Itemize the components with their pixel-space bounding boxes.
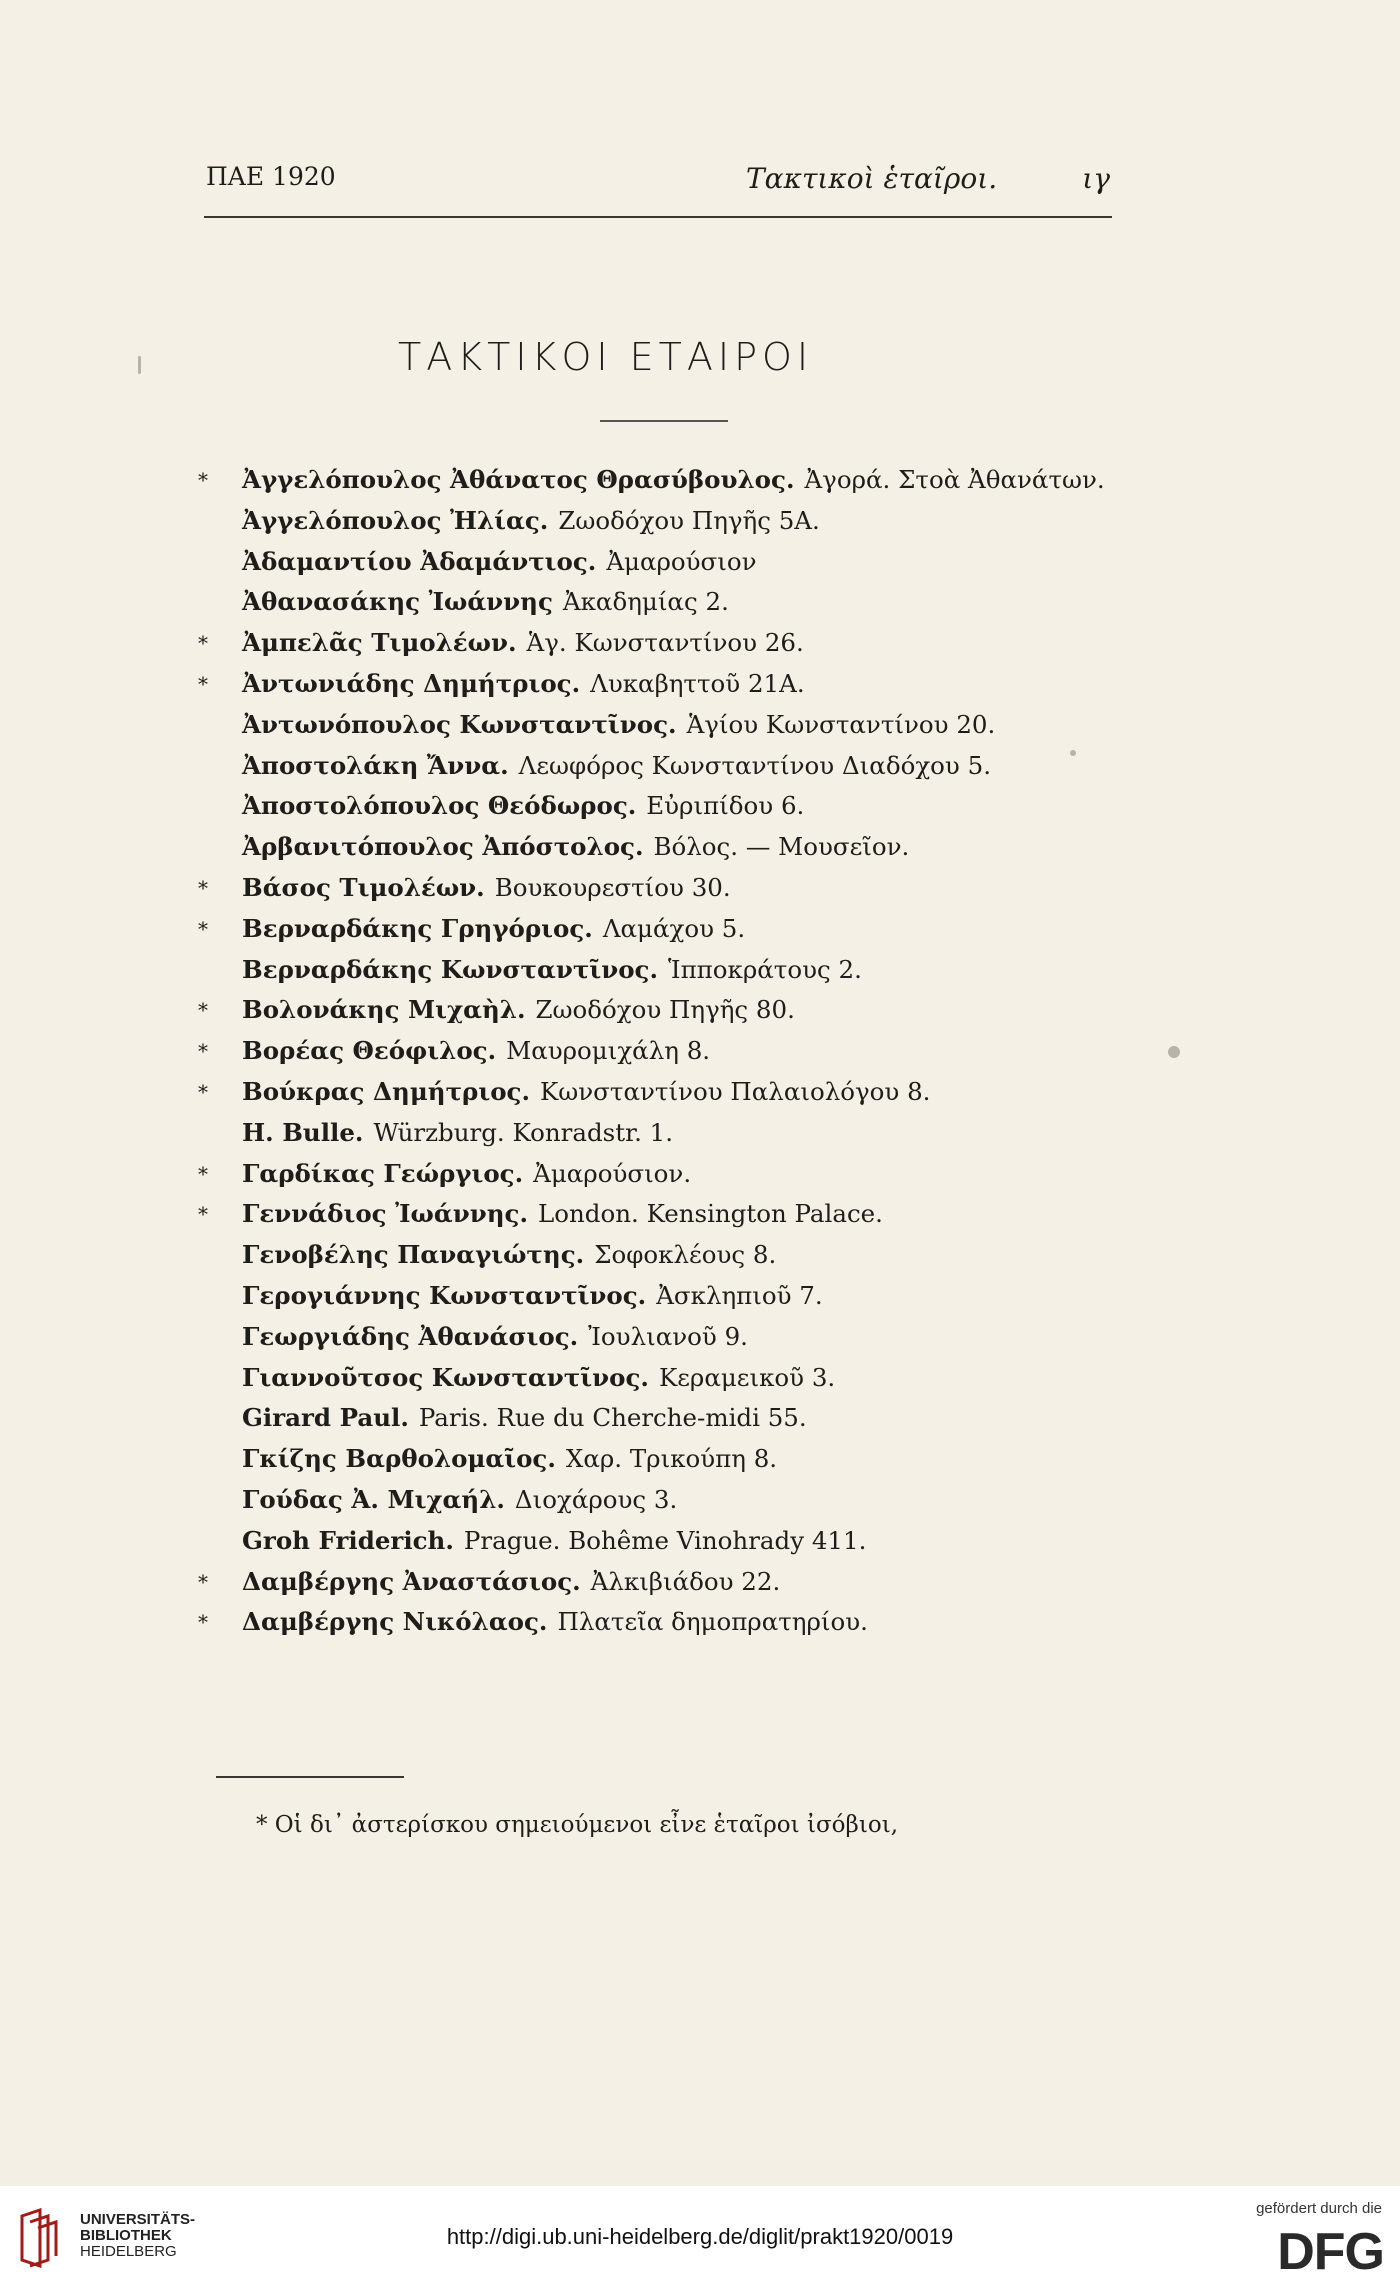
footnote: * Οἱ δι᾿ ἀστερίσκου σημειούμενοι εἶνε ἑταῖροι ἰσόβιοι, (256, 1812, 899, 1838)
life-member-asterisk: * (198, 998, 208, 1023)
member-name: H. Bulle. (242, 1117, 364, 1147)
life-member-asterisk: * (198, 916, 208, 941)
member-line (242, 1398, 807, 1438)
member-name: Ἀποστολάκη Ἄννα. (242, 750, 509, 780)
member-line (242, 1521, 866, 1561)
member-name: Ἀμπελᾶς Τιμολέων. (242, 628, 517, 658)
running-head-left: ΠΑΕ 1920 (206, 162, 336, 191)
member-name: Βερναρδάκης Γρηγόριος. (242, 913, 593, 943)
member-address: Ἀγορά. Στοὰ Ἀθανάτων. (804, 465, 1105, 494)
member-entry (198, 582, 1138, 623)
member-line (242, 1113, 673, 1153)
member-name: Γκίζης Βαρθολομαῖος. (242, 1444, 556, 1474)
member-line (242, 501, 820, 541)
member-address: Ἀμαρούσιον. (533, 1158, 692, 1188)
member-address: Μαυρομιχάλη 8. (506, 1036, 711, 1066)
member-entry (198, 746, 1138, 787)
member-address: Βόλος. — Μουσεῖον. (653, 832, 910, 862)
member-address: Σοφοκλέους 8. (594, 1240, 777, 1270)
member-line (242, 1480, 677, 1520)
member-address: Würzburg. Konradstr. 1. (373, 1117, 674, 1147)
dfg-logo: DFG (1277, 2223, 1384, 2281)
member-line (242, 746, 991, 786)
member-address: Ἁγ. Κωνσταντίνου 26. (526, 628, 804, 658)
member-address: Κωνσταντίνου Παλαιολόγου 8. (540, 1076, 931, 1106)
member-address: Ἱπποκράτους 2. (668, 954, 862, 984)
member-line (242, 909, 745, 949)
member-name: Γούδας Ἀ. Μιχαήλ. (242, 1484, 505, 1514)
member-entry (198, 1398, 1138, 1439)
member-name: Girard Paul. (242, 1403, 409, 1433)
member-address: Ἀλκιβιάδου 22. (590, 1566, 781, 1596)
member-entry (198, 664, 1138, 705)
member-address: Ἰουλιανοῦ 9. (588, 1321, 748, 1351)
source-url-link[interactable]: http://digi.ub.uni-heidelberg.de/diglit/prakt1920/0019 (446, 2224, 954, 2249)
life-member-asterisk: * (198, 1039, 208, 1064)
member-name: Βερναρδάκης Κωνσταντῖνος. (242, 954, 659, 984)
life-member-asterisk: * (198, 1161, 208, 1186)
member-line (242, 1276, 823, 1316)
member-line (242, 460, 1105, 500)
member-line (242, 664, 805, 704)
member-name: Ἀδαμαντίου Ἀδαμάντιος. (242, 546, 597, 576)
member-name: Ἀρβανιτόπουλος Ἀπόστολος. (242, 832, 644, 862)
page-number: ιγ (1082, 162, 1110, 195)
member-address: Λυκαβηττοῦ 21Α. (590, 668, 805, 698)
member-entry (198, 1317, 1138, 1358)
footnote-rule (216, 1776, 404, 1778)
member-entry (198, 1276, 1138, 1317)
member-address: Διοχάρους 3. (514, 1484, 678, 1514)
member-line (242, 1317, 748, 1357)
member-line (242, 1031, 710, 1071)
member-name: Groh Friderich. (242, 1525, 454, 1555)
member-address: Prague. Bohême Vinohrady 411. (463, 1525, 867, 1555)
member-line (242, 827, 909, 867)
header-rule (204, 216, 1112, 218)
member-name: Βούκρας Δημήτριος. (242, 1076, 530, 1106)
member-entry (198, 1031, 1138, 1072)
member-entry (198, 1562, 1138, 1603)
member-address: Λαμάχου 5. (602, 913, 746, 943)
member-line (242, 1562, 780, 1602)
member-entry (198, 623, 1138, 664)
member-name: Γαρδίκας Γεώργιος. (242, 1158, 524, 1188)
section-title-text: ΤΑΚΤΙΚΟΙ ΕΤΑΙΡΟΙ (398, 335, 814, 379)
page-speck (1070, 750, 1076, 756)
member-entry (198, 950, 1138, 991)
member-entry (198, 1521, 1138, 1562)
member-name: Ἀντωνιάδης Δημήτριος. (242, 668, 581, 698)
member-line (242, 1358, 835, 1398)
member-entry (198, 1194, 1138, 1235)
member-name: Γενοβέλης Παναγιώτης. (242, 1240, 585, 1270)
member-address: Ἀκαδημίας 2. (562, 587, 729, 617)
member-name: Γεωργιάδης Ἀθανάσιος. (242, 1321, 579, 1351)
member-address: Χαρ. Τρικούπη 8. (565, 1444, 778, 1474)
member-entry (198, 542, 1138, 583)
member-name: Βάσος Τιμολέων. (242, 872, 485, 902)
member-name: Ἀποστολόπουλος Θεόδωρος. (242, 791, 637, 821)
member-address: Βουκουρεστίου 30. (494, 872, 731, 902)
life-member-asterisk: * (198, 671, 208, 696)
member-entry (198, 1480, 1138, 1521)
life-member-asterisk: * (198, 468, 208, 492)
member-name: Βορέας Θεόφιλος. (242, 1036, 497, 1066)
member-line (242, 1072, 930, 1112)
member-entry (198, 1602, 1138, 1643)
member-name: Ἀθανασάκης Ἰωάννης (242, 587, 553, 617)
member-line (242, 1194, 883, 1234)
member-line (242, 1439, 777, 1479)
member-line (242, 990, 795, 1030)
member-address: Ἀσκληπιοῦ 7. (656, 1280, 823, 1310)
member-line (242, 786, 804, 826)
member-name: Γιαννοῦτσος Κωνσταντῖνος. (242, 1362, 649, 1392)
member-entry (198, 1358, 1138, 1399)
member-line (242, 582, 729, 622)
member-name: Ἀγγελόπουλος Ἀθάνατος Θρασύβουλος. (242, 465, 795, 494)
member-line (242, 1602, 868, 1642)
life-member-asterisk: * (198, 631, 208, 656)
member-entry (198, 1072, 1138, 1113)
member-address: London. Kensington Palace. (537, 1199, 883, 1229)
member-entry (198, 1235, 1138, 1276)
member-address: Ἀμαρούσιον (606, 546, 757, 576)
member-line (242, 1235, 776, 1275)
member-line (242, 705, 995, 745)
member-entry (198, 827, 1138, 868)
library-line-1: UNIVERSITÄTS- (80, 2211, 196, 2228)
member-line (242, 868, 731, 908)
running-head-title: Τακτικοὶ ἑταῖροι. (746, 162, 998, 195)
member-address: Paris. Rue du Cherche-midi 55. (418, 1403, 807, 1433)
member-line (242, 623, 804, 663)
funder-label: gefördert durch die (1256, 2200, 1382, 2217)
member-name: Δαμβέργης Νικόλαος. (242, 1607, 548, 1637)
footer-bar (0, 2186, 1400, 2286)
life-member-asterisk: * (198, 875, 208, 900)
member-name: Βολονάκης Μιχαὴλ. (242, 995, 526, 1025)
member-line (242, 542, 757, 582)
library-line-2: BIBLIOTHEK (80, 2227, 172, 2244)
member-entry (198, 501, 1138, 542)
member-line (242, 1154, 691, 1194)
member-name: Δαμβέργης Ἀναστάσιος. (242, 1566, 581, 1596)
member-entry (198, 868, 1138, 909)
member-entry (198, 705, 1138, 746)
member-entry (198, 1113, 1138, 1154)
title-rule (600, 420, 728, 422)
member-name: Ἀγγελόπουλος Ἠλίας. (242, 505, 549, 535)
member-address: Πλατεῖα δημοπρατηρίου. (557, 1607, 868, 1637)
library-line-3: HEIDELBERG (80, 2243, 177, 2260)
member-entry (198, 460, 1138, 501)
member-list (198, 460, 1138, 1643)
life-member-asterisk: * (198, 1610, 208, 1635)
member-address: Ζωοδόχου Πηγῆς 80. (535, 995, 795, 1025)
member-name: Γερογιάννης Κωνσταντῖνος. (242, 1280, 647, 1310)
member-address: Ἁγίου Κωνσταντίνου 20. (686, 709, 996, 739)
running-head (206, 162, 1110, 202)
page-speck (1168, 1046, 1180, 1058)
member-entry (198, 786, 1138, 827)
member-entry (198, 1154, 1138, 1195)
life-member-asterisk: * (198, 1202, 208, 1227)
member-entry (198, 909, 1138, 950)
member-line (242, 950, 862, 990)
member-name: Γεννάδιος Ἰωάννης. (242, 1199, 528, 1229)
life-member-asterisk: * (198, 1079, 208, 1104)
member-address: Εὐριπίδου 6. (646, 791, 805, 821)
page-speck (138, 356, 141, 374)
member-address: Κεραμεικοῦ 3. (658, 1362, 836, 1392)
member-address: Ζωοδόχου Πηγῆς 5Α. (558, 505, 820, 535)
member-address: Λεωφόρος Κωνσταντίνου Διαδόχου 5. (518, 750, 991, 780)
member-entry (198, 1439, 1138, 1480)
life-member-asterisk: * (198, 1569, 208, 1594)
member-entry (198, 990, 1138, 1031)
member-name: Ἀντωνόπουλος Κωνσταντῖνος. (242, 709, 677, 739)
